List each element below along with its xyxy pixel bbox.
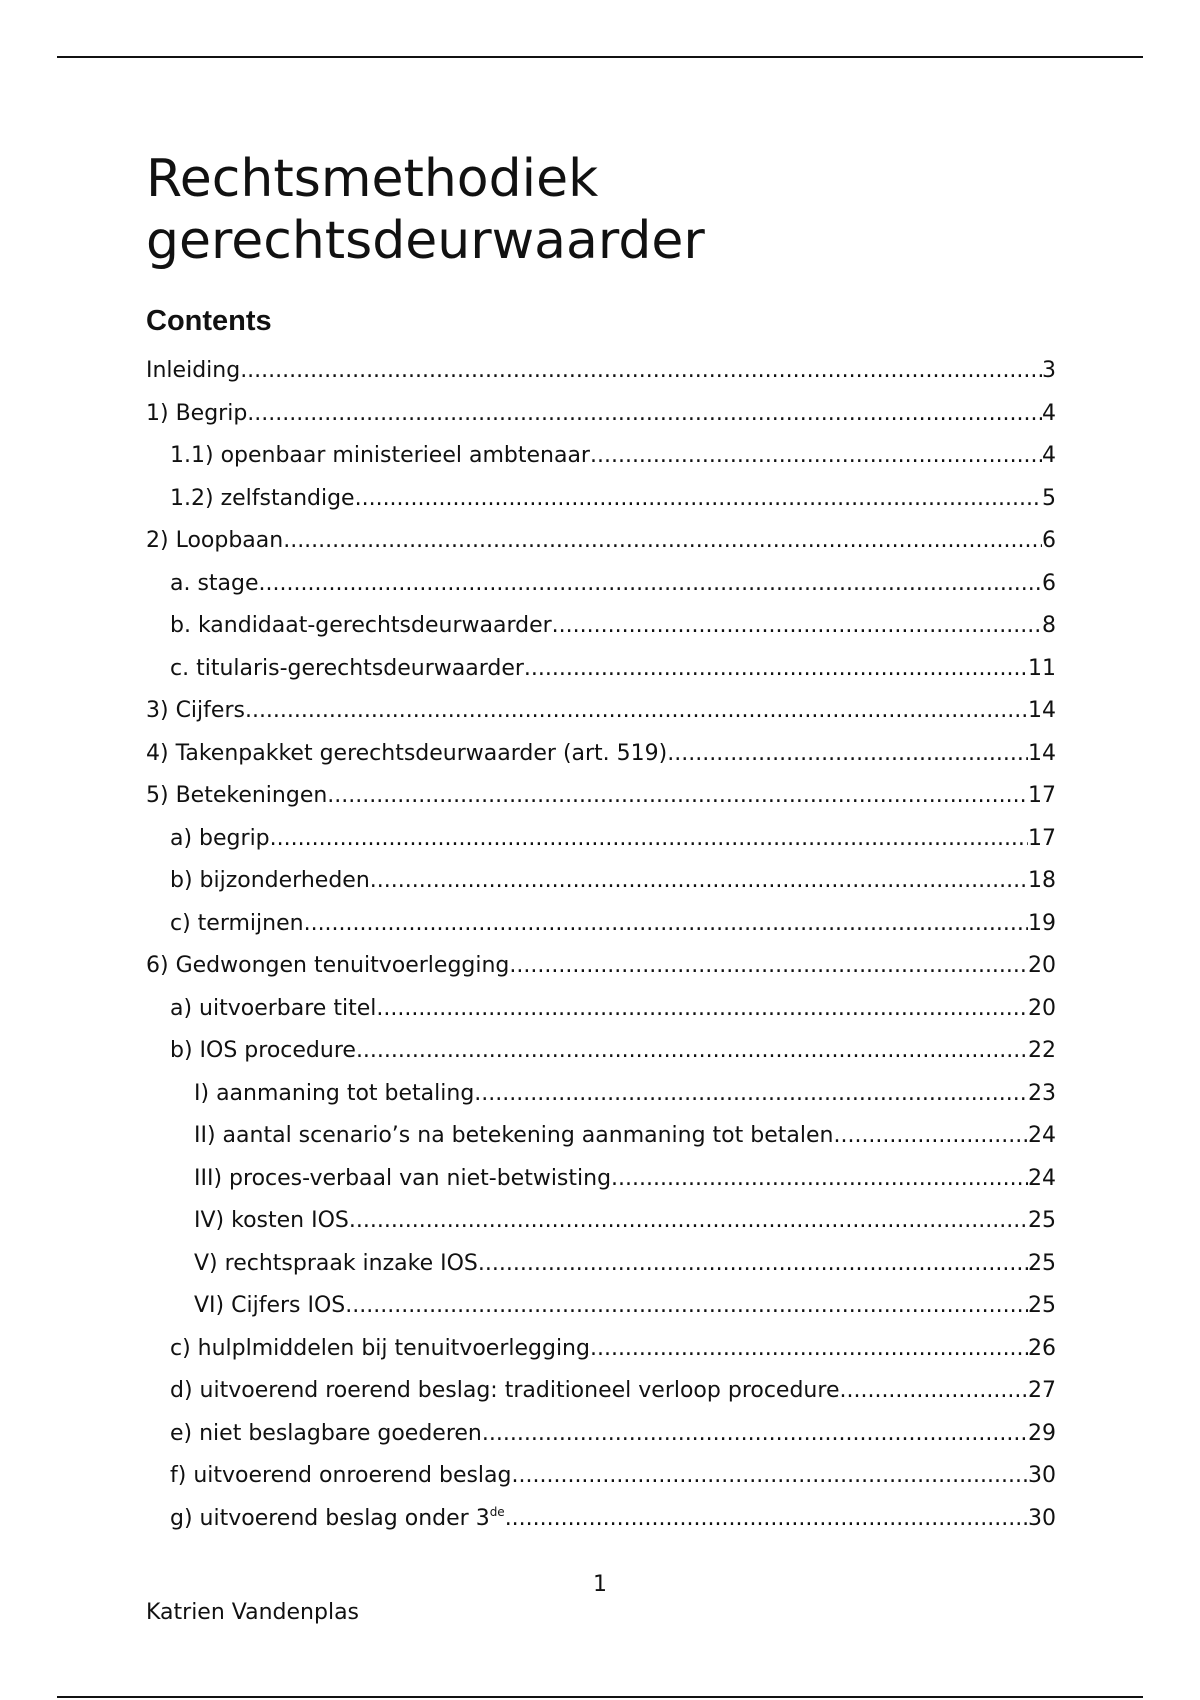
toc-entry[interactable]: [146, 903, 1056, 946]
page-number: 1: [593, 1572, 607, 1597]
toc-entry[interactable]: [146, 818, 1056, 861]
toc-dot-leader: [839, 1370, 1028, 1413]
toc-dot-leader: [259, 563, 1042, 606]
toc-dot-leader: [376, 988, 1028, 1031]
toc-entry[interactable]: [146, 605, 1056, 648]
table-of-contents: [146, 350, 1056, 1540]
toc-dot-leader: [509, 945, 1028, 988]
toc-entry-label: [170, 435, 590, 478]
toc-entry-label: [170, 988, 376, 1031]
toc-entry-label-text: a. stage: [170, 570, 259, 596]
toc-entry-label: [170, 478, 355, 521]
toc-dot-leader: [505, 1498, 1028, 1541]
toc-entry-page-number: 26: [1028, 1335, 1056, 1361]
toc-entry[interactable]: [146, 690, 1056, 733]
toc-entry-page-number: 18: [1028, 868, 1056, 893]
author-name: Katrien Vandenplas: [146, 1600, 360, 1625]
toc-entry-page-number: 3: [1042, 358, 1056, 383]
toc-entry-page-number: 23: [1028, 1080, 1056, 1106]
toc-dot-leader: [552, 605, 1042, 648]
toc-entry-label: [146, 733, 667, 776]
toc-dot-leader: [247, 393, 1042, 436]
toc-dot-leader: [590, 1328, 1028, 1371]
toc-dot-leader: [370, 860, 1028, 903]
toc-entry-label: [194, 1158, 611, 1201]
toc-entry-page-number: 20: [1028, 953, 1056, 978]
toc-entry-label: [146, 520, 283, 563]
toc-entry-page-number: 25: [1028, 1293, 1056, 1318]
toc-entry-label: [170, 1030, 356, 1073]
toc-entry-label-text: 4) Takenpakket gerechtsdeurwaarder (art. 519): [146, 740, 668, 766]
toc-entry[interactable]: [146, 1328, 1056, 1371]
toc-entry-label: [170, 605, 552, 648]
toc-entry-page-number: 4: [1042, 400, 1056, 426]
document-title-line-2: gerechtsdeurwaarder: [146, 211, 705, 271]
toc-entry-label-text: 3) Cijfers: [146, 698, 245, 723]
toc-entry-label: [194, 1285, 345, 1328]
toc-dot-leader: [327, 775, 1028, 818]
toc-entry[interactable]: [146, 1158, 1056, 1201]
toc-dot-leader: [245, 690, 1028, 733]
toc-dot-leader: [667, 733, 1028, 776]
toc-entry[interactable]: [146, 1498, 1056, 1541]
toc-entry-label: [146, 775, 327, 818]
toc-entry-label: [170, 1455, 512, 1498]
toc-entry[interactable]: [146, 648, 1056, 691]
toc-entry-label-text: 1.1) openbaar ministerieel ambtenaar: [170, 443, 590, 468]
toc-entry[interactable]: [146, 988, 1056, 1031]
toc-entry-label: [170, 818, 270, 861]
header-rule: [57, 56, 1143, 58]
toc-entry-page-number: 30: [1028, 1463, 1056, 1488]
toc-entry[interactable]: [146, 1200, 1056, 1243]
toc-dot-leader: [611, 1158, 1028, 1201]
toc-entry-label-text: VI) Cijfers IOS: [194, 1293, 346, 1318]
toc-entry-label: [170, 1328, 590, 1371]
toc-entry[interactable]: [146, 350, 1056, 393]
toc-entry-label: [146, 945, 509, 988]
toc-entry-page-number: 5: [1042, 485, 1056, 511]
toc-entry-label-text: c) hulplmiddelen bij tenuitvoerlegging: [170, 1335, 590, 1361]
toc-entry-label-text: e) niet beslagbare goederen: [170, 1420, 482, 1446]
toc-entry-label-text: II) aantal scenario’s na betekening aanmaning tot betalen: [194, 1123, 834, 1148]
toc-entry[interactable]: [146, 1073, 1056, 1116]
toc-entry-label: [170, 1413, 482, 1456]
contents-heading: Contents: [146, 305, 272, 337]
toc-dot-leader: [356, 1030, 1028, 1073]
toc-dot-leader: [482, 1413, 1028, 1456]
toc-entry[interactable]: [146, 1115, 1056, 1158]
toc-entry[interactable]: [146, 733, 1056, 776]
toc-entry[interactable]: [146, 520, 1056, 563]
toc-entry[interactable]: [146, 1285, 1056, 1328]
toc-entry-label: [170, 860, 370, 903]
toc-dot-leader: [590, 435, 1042, 478]
toc-entry-page-number: 29: [1028, 1420, 1056, 1446]
toc-entry-label-text: f) uitvoerend onroerend beslag: [170, 1463, 512, 1488]
toc-entry[interactable]: [146, 1455, 1056, 1498]
toc-entry-superscript: de: [489, 1504, 505, 1519]
toc-entry-label-text: 2) Loopbaan: [146, 528, 284, 553]
toc-entry-label: [194, 1200, 349, 1243]
toc-entry[interactable]: [146, 1413, 1056, 1456]
toc-entry-page-number: 27: [1028, 1378, 1056, 1403]
toc-entry-label-text: 5) Betekeningen: [146, 783, 328, 808]
toc-entry-page-number: 19: [1028, 910, 1056, 936]
toc-entry[interactable]: [146, 563, 1056, 606]
toc-entry-page-number: 30: [1028, 1505, 1056, 1531]
toc-dot-leader: [512, 1455, 1029, 1498]
toc-entry[interactable]: [146, 435, 1056, 478]
toc-entry-page-number: 6: [1042, 570, 1056, 596]
toc-entry-page-number: 17: [1028, 825, 1056, 851]
toc-entry-page-number: 14: [1028, 698, 1056, 723]
toc-dot-leader: [304, 903, 1028, 946]
toc-entry-page-number: 24: [1028, 1123, 1056, 1148]
toc-entry-label: [170, 903, 304, 946]
toc-entry-label-text: Inleiding: [146, 358, 241, 383]
document-title-line-1: Rechtsmethodiek: [146, 149, 599, 209]
toc-entry-label-text: I) aanmaning tot betaling: [194, 1080, 475, 1106]
toc-dot-leader: [349, 1200, 1028, 1243]
toc-entry-label: [170, 563, 259, 606]
toc-entry-label-text: b) bijzonderheden: [170, 868, 370, 893]
toc-entry[interactable]: [146, 775, 1056, 818]
toc-entry-label-text: a) uitvoerbare titel: [170, 995, 377, 1021]
toc-dot-leader: [345, 1285, 1028, 1328]
toc-entry-page-number: 25: [1028, 1208, 1056, 1233]
toc-entry-label: [170, 1370, 839, 1413]
toc-entry[interactable]: [146, 478, 1056, 521]
toc-entry-label-text: a) begrip: [170, 825, 270, 851]
toc-entry-label: [170, 1498, 505, 1541]
toc-entry[interactable]: [146, 1030, 1056, 1073]
toc-entry-label: [194, 1073, 474, 1116]
toc-entry[interactable]: [146, 393, 1056, 436]
toc-entry-label-text: c) termijnen: [170, 910, 304, 936]
toc-entry-label-text: IV) kosten IOS: [194, 1208, 349, 1233]
toc-entry-label-text: b) IOS procedure: [170, 1038, 356, 1063]
toc-entry-label-text: V) rechtspraak inzake IOS: [194, 1250, 478, 1276]
toc-entry-label: [170, 648, 524, 691]
toc-entry-page-number: 22: [1028, 1038, 1056, 1063]
toc-entry-label: [194, 1115, 833, 1158]
toc-entry-page-number: 6: [1042, 528, 1056, 553]
toc-dot-leader: [270, 818, 1028, 861]
toc-entry[interactable]: [146, 1370, 1056, 1413]
toc-entry-label-text: d) uitvoerend roerend beslag: traditioneel verloop procedure: [170, 1378, 840, 1403]
toc-entry-label-text: 6) Gedwongen tenuitvoerlegging: [146, 953, 510, 978]
toc-entry-label: [146, 690, 245, 733]
document-title: [146, 148, 705, 272]
toc-entry-label-text: 1.2) zelfstandige: [170, 485, 355, 511]
toc-entry-page-number: 17: [1028, 783, 1056, 808]
toc-entry-page-number: 11: [1028, 655, 1056, 681]
toc-dot-leader: [283, 520, 1042, 563]
toc-dot-leader: [474, 1073, 1028, 1116]
toc-entry-label: [146, 393, 247, 436]
toc-entry-page-number: 24: [1028, 1165, 1056, 1191]
toc-entry-label: [146, 350, 240, 393]
toc-dot-leader: [355, 478, 1042, 521]
toc-entry-label: [194, 1243, 478, 1286]
toc-dot-leader: [524, 648, 1028, 691]
toc-entry-page-number: 8: [1042, 613, 1056, 638]
toc-entry-label-text: g) uitvoerend beslag onder 3: [170, 1505, 490, 1531]
toc-entry-label-text: III) proces-verbaal van niet-betwisting: [194, 1165, 612, 1191]
toc-entry-page-number: 14: [1028, 740, 1056, 766]
footer-rule: [57, 1696, 1143, 1698]
toc-entry[interactable]: [146, 1243, 1056, 1286]
toc-entry-label-text: 1) Begrip: [146, 400, 248, 426]
toc-entry-label-text: b. kandidaat-gerechtsdeurwaarder: [170, 613, 552, 638]
toc-entry-label-text: c. titularis-gerechtsdeurwaarder: [170, 655, 524, 681]
toc-dot-leader: [478, 1243, 1028, 1286]
toc-dot-leader: [833, 1115, 1028, 1158]
toc-dot-leader: [240, 350, 1042, 393]
toc-entry[interactable]: [146, 945, 1056, 988]
toc-entry[interactable]: [146, 860, 1056, 903]
toc-entry-page-number: 4: [1042, 443, 1056, 468]
toc-entry-page-number: 20: [1028, 995, 1056, 1021]
toc-entry-page-number: 25: [1028, 1250, 1056, 1276]
